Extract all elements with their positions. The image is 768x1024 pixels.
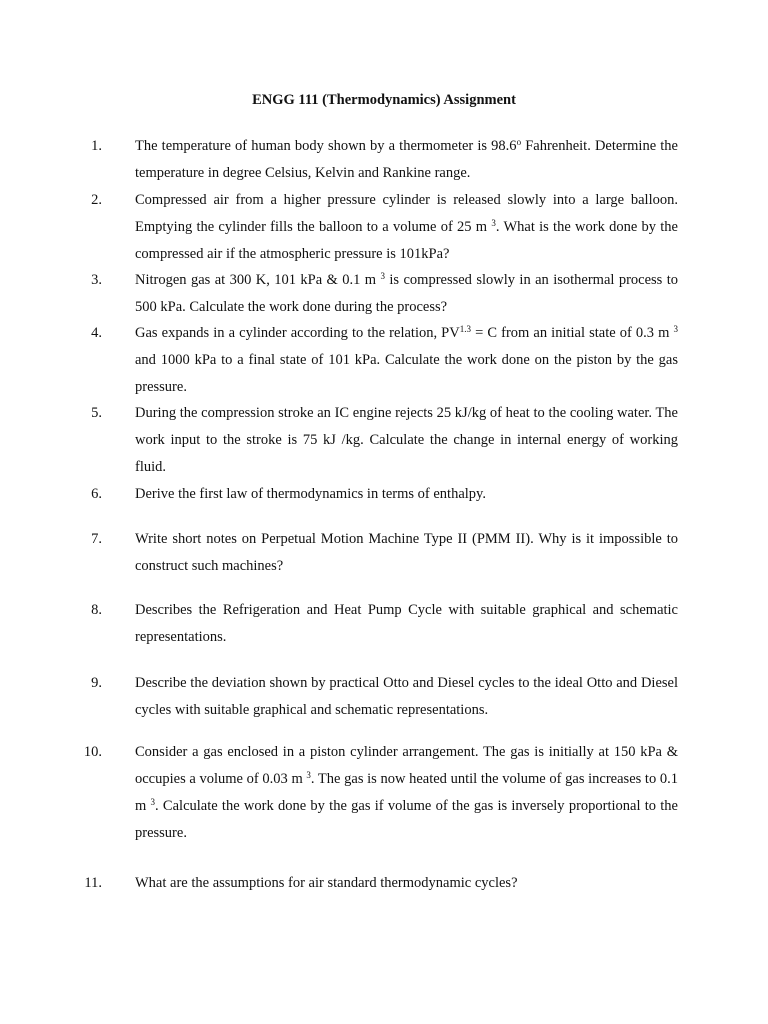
question-8 (91, 597, 678, 651)
question-11 (84, 870, 678, 897)
question-text: What are the assumptions for air standard thermodynamic cycles? (135, 875, 518, 891)
question-number: 3. (91, 272, 102, 288)
question-number: 6. (91, 486, 102, 502)
question-7 (91, 526, 678, 580)
question-5 (91, 400, 678, 481)
question-text: Describes the Refrigeration and Heat Pump Cycle with suitable graphical and schematic representations. (135, 602, 678, 645)
question-text: Describe the deviation shown by practical Otto and Diesel cycles to the ideal Otto and Diesel cycles with suitable graphical and schematic representations. (135, 675, 678, 718)
question-number: 8. (91, 602, 102, 618)
assignment-title: ENGG 111 (Thermodynamics) Assignment (252, 92, 516, 108)
question-text: Nitrogen gas at 300 K, 101 kPa & 0.1 m $^3$ is compressed slowly in an isothermal process to 500 kPa. Calculate the work done during the process? (135, 271, 678, 315)
question-text: The temperature of human body shown by a thermometer is 98.6$^o$ Fahrenheit. Determine the temperature in degree Celsius, Kelvin and Rankine range. (135, 137, 678, 181)
question-number: 7. (91, 531, 102, 547)
question-text: Gas expands in a cylinder according to the relation, $PV^{1.3} = C$ from an initial state of 0.3 m $^3$ and 1000 kPa to a final state of 101 kPa. Calculate the work done on the piston by the gas pressure. (135, 324, 679, 395)
question-2 (91, 187, 678, 268)
question-number: 1. (91, 138, 102, 154)
question-text: Compressed air from a higher pressure cylinder is released slowly into a large balloon. Emptying the cylinder fills the balloon to a volume of 25 m $^3$. What is the work done by the compressed air if the atmospheric pressure is 101kPa? (135, 192, 678, 262)
question-number: 11. (84, 875, 102, 891)
question-9 (91, 670, 678, 724)
question-number: 4. (91, 325, 102, 341)
question-number: 2. (91, 192, 102, 208)
question-text: Write short notes on Perpetual Motion Machine Type II (PMM II). Why is it impossible to construct such machines? (135, 531, 678, 574)
question-number: 10. (83, 744, 102, 760)
question-text: Derive the first law of thermodynamics in terms of enthalpy. (135, 486, 486, 502)
question-6 (91, 481, 678, 508)
question-4 (91, 320, 679, 401)
question-3 (91, 267, 678, 321)
question-text: During the compression stroke an IC engine rejects 25 kJ/kg of heat to the cooling water. The work input to the stroke is 75 kJ /kg. Calculate the change in internal energy of working fluid. (135, 405, 678, 475)
question-number: 5. (91, 405, 102, 421)
question-text: Consider a gas enclosed in a piston cylinder arrangement. The gas is initially at 150 kPa & occupies a volume of 0.03 m $^3$. The gas is now heated until the volume of gas increases to 0.1 m $^3$. Calculate the work done by the gas if volume of the gas is inversely proportional to the pressure. (135, 744, 679, 841)
question-number: 9. (91, 675, 102, 691)
question-1 (91, 133, 678, 187)
question-10 (83, 739, 679, 847)
